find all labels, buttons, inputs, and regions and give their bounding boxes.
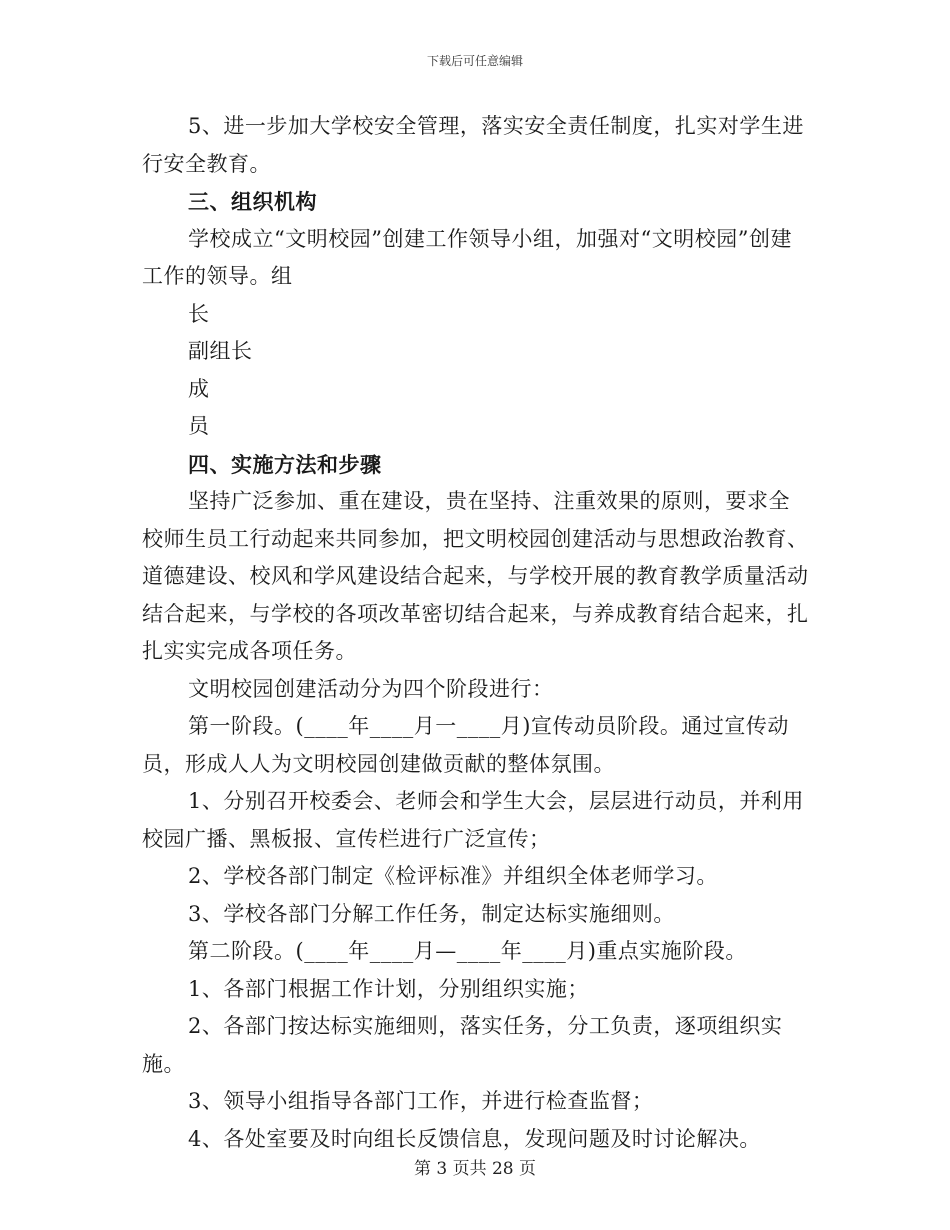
paragraph-role-deputy: 副组长	[188, 339, 253, 363]
paragraph-org-intro: 学校成立“文明校园”创建工作领导小组，加强对“文明校园”创建工作的领导。组	[142, 226, 792, 288]
page-footer: 第 3 页共 28 页	[413, 1159, 537, 1179]
paragraph-role-member-1: 成	[188, 376, 210, 401]
paragraph-stage-1: 第一阶段。(____年____月一____月)宣传动员阶段。通过宣传动员，形成人人为文明校园创建做贡献的整体氛围。	[142, 714, 789, 776]
paragraph-stage-2: 第二阶段。(____年____月—____年____月)重点实施阶段。	[188, 939, 747, 963]
section-heading-3: 三、组织机构	[188, 189, 317, 214]
document-body	[142, 108, 810, 1158]
paragraph-principle: 坚持广泛参加、重在建设，贵在坚持、注重效果的原则，要求全校师生员工行动起来共同参加，把文明校园创建活动与思想政治教育、道德建设、校风和学风建设结合起来，与学校开展的教育教学质量活动结合起来，与学校的各项改革密切结合起来，与养成教育结合起来，扎扎实实完成各项任务。	[142, 489, 809, 663]
paragraph-stage1-item-1: 1、分别召开校委会、老师会和学生大会，层层进行动员，并利用校园广播、黑板报、宣传栏进行广泛宣传；	[142, 789, 804, 851]
paragraph-stage1-item-3: 3、学校各部门分解工作任务，制定达标实施细则。	[188, 901, 675, 926]
section-heading-4: 四、实施方法和步骤	[188, 451, 382, 477]
page-header: 下载后可任意编辑	[426, 54, 523, 68]
paragraph-stage2-item-3: 3、领导小组指导各部门工作，并进行检查监督；	[188, 1089, 654, 1113]
paragraph-stage2-item-2: 2、各部门按达标实施细则，落实任务，分工负责，逐项组织实施。	[142, 1014, 783, 1076]
paragraph-item-5: 5、进一步加大学校安全管理，落实安全责任制度，扎实对学生进行安全教育。	[142, 114, 804, 176]
paragraph-stage1-item-2: 2、学校各部门制定《检评标准》并组织全体老师学习。	[188, 864, 718, 888]
paragraph-stage2-item-4: 4、各处室要及时向组长反馈信息，发现问题及时讨论解决。	[188, 1126, 761, 1151]
paragraph-stages-intro: 文明校园创建活动分为四个阶段进行：	[188, 676, 554, 701]
paragraph-role-leader-end: 长	[188, 301, 210, 326]
paragraph-stage2-item-1: 1、各部门根据工作计划，分别组织实施；	[188, 976, 589, 1001]
paragraph-role-member-2: 员	[188, 414, 210, 438]
